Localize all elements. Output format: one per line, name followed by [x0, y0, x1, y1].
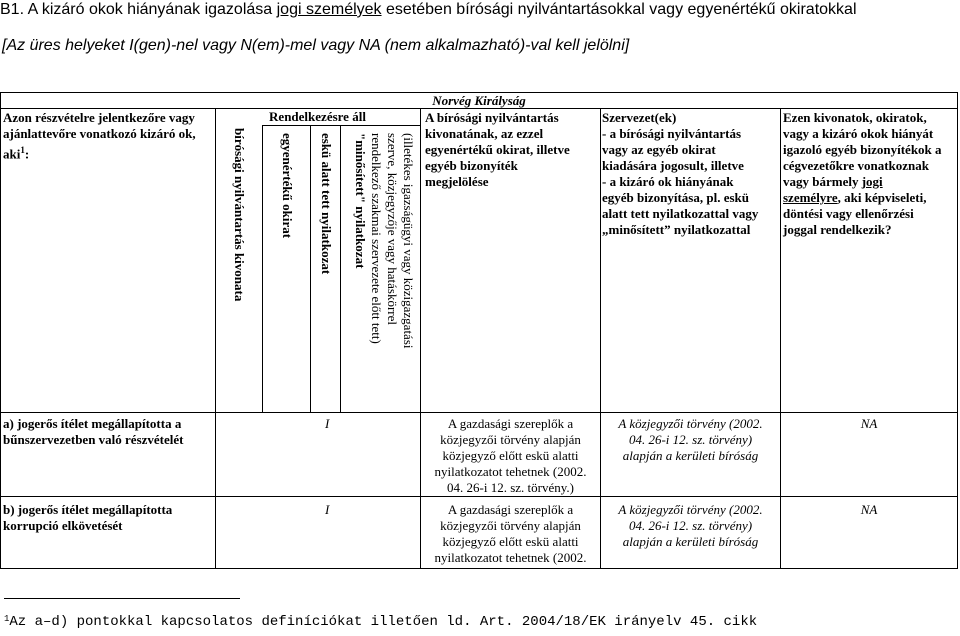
instruction-subtitle: [Az üres helyeket I(gen)-nel vagy N(em)-mel vagy NA (nem alkalmazható)-val kell jelölni]: [2, 37, 630, 54]
footnote-separator: [4, 598, 240, 599]
country-header: Norvég Királyság: [432, 93, 526, 108]
footnote: $^1$Az a–d) pontokkal kapcsolatos definíciókat illetően ld. Art. 2004/18/EK irányelv 45. cikk: [4, 614, 758, 630]
column-header-document-designation: A bírósági nyilvántartás kivonatának, az ezzel egyenértékű okirat, illetve egyéb bizonyíték megjelölése: [425, 110, 570, 189]
row-a-applies-value: NA: [860, 416, 878, 431]
column-header-organisations: Szervezet(ek) - a bírósági nyilvántartás vagy az egyéb okirat kiadására jogosult, illetve - a kizáró ok hiányának egyéb bizonyítása, pl. eskü alatt tett nyilatkozattal vagy „minősített” nyilatkozattal: [602, 110, 759, 237]
column-header-court-extract: bírósági nyilvántartás kivonata: [232, 128, 247, 302]
row-b-equivalent-value: I: [325, 502, 330, 517]
row-a-organisation: A közjegyzői törvény (2002. 04. 26-i 12. sz. törvény) alapján a kerületi bíróság: [618, 416, 763, 463]
row-b-organisation: A közjegyzői törvény (2002. 04. 26-i 12. sz. törvény) alapján a kerületi bíróság: [618, 502, 763, 549]
column-header-available: Rendelkezésre áll: [269, 109, 366, 124]
column-header-exclusion-ground: Azon részvételre jelentkezőre vagy ajánlattevőre vonatkozó kizáró ok, aki$^1$:: [3, 110, 196, 162]
row-b-document-designation: A gazdasági szereplők a közjegyzői törvény alapján közjegyző előtt eskü alatti nyilatkozatot tehetnek (2002.: [434, 502, 587, 565]
row-label-b: b) jogerős ítélet megállapította korrupció elkövetését: [3, 502, 173, 533]
column-header-applies-to-managers: Ezen kivonatok, okiratok, vagy a kizáró okok hiányát igazoló egyéb bizonyítékok a cégvezetőkre vonatkoznak vagy bármely jogi személyre, aki képviseleti, döntési vagy ellenőrzési joggal rendelkezik?: [783, 110, 942, 237]
row-b-applies-value: NA: [860, 502, 878, 517]
row-a-document-designation: A gazdasági szereplők a közjegyzői törvény alapján közjegyző előtt eskü alatti nyilatkozatot tehetnek (2002. 04. 26-i 12. sz. törvény.): [434, 416, 587, 495]
document-title: B1. A kizáró okok hiányának igazolása jogi személyek esetében bírósági nyilvántartásokkal vagy egyenértékű okiratokkal: [0, 1, 857, 18]
row-label-a: a) jogerős ítélet megállapította a bűnszervezetben való részvételét: [3, 416, 184, 447]
column-header-qualified-statement: (illetékes igazságügyi vagy közigazgatási szerve, közjegyzője vagy hatáskörrel rendelkező szakmai szervezete előtt tett) "minősített" nyilatkozat: [353, 133, 416, 349]
row-a-equivalent-value: I: [325, 416, 330, 431]
column-header-equivalent-document: egyenértékű okirat: [280, 133, 295, 239]
column-header-sworn-statement: eskü alatt tett nyilatkozat: [319, 133, 334, 275]
